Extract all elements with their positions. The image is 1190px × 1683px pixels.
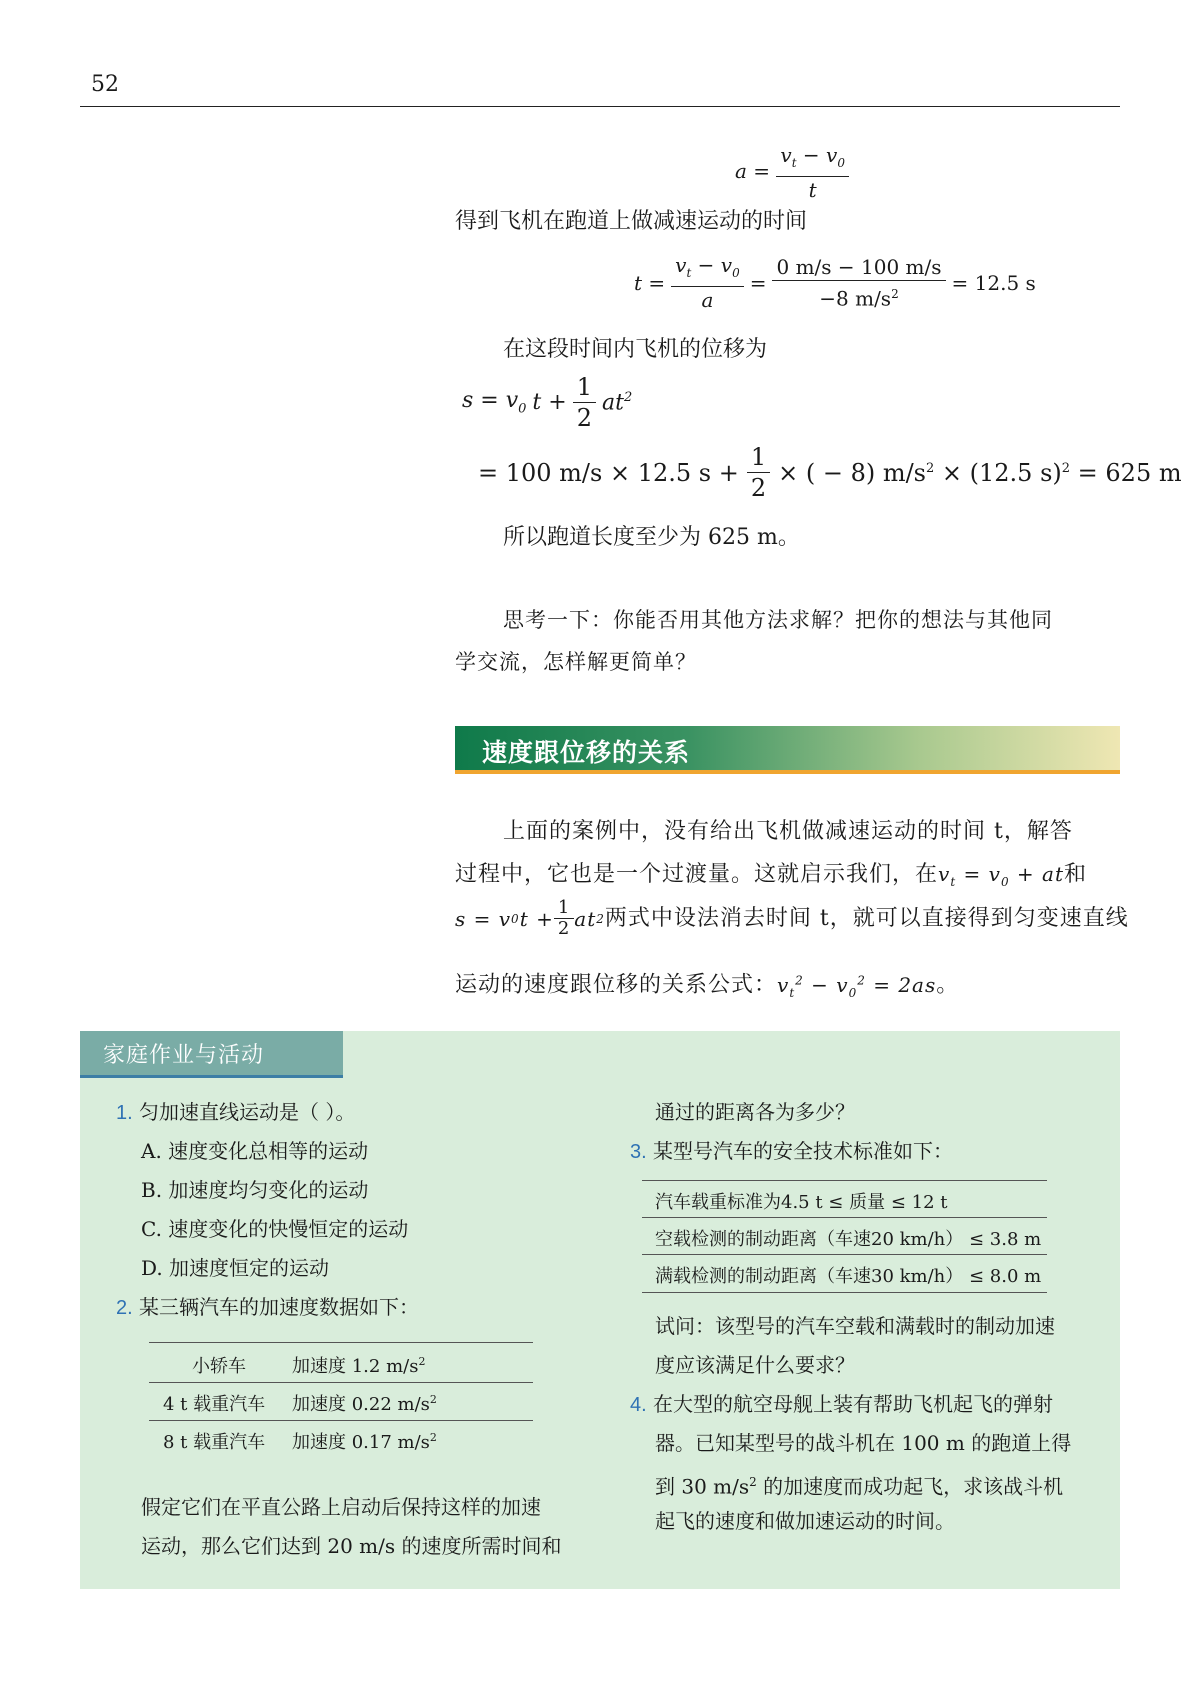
at: at xyxy=(601,390,624,416)
question-text: 某三辆汽车的加速度数据如下： xyxy=(139,1295,420,1319)
formula-result: = 12.5 s xyxy=(951,270,1036,295)
fraction-denominator: t xyxy=(808,178,817,202)
minus-v: − v xyxy=(796,143,838,167)
text-span: 过程中，它也是一个过渡量。这就启示我们，在 xyxy=(455,862,939,887)
var-v: v xyxy=(675,253,687,277)
paragraph-line: 上面的案例中，没有给出飞机做减速运动的时间 t，解答 xyxy=(503,819,1073,844)
result: = 625 m xyxy=(1070,458,1182,487)
table-cell-accel xyxy=(292,1390,437,1416)
sup-2: 2 xyxy=(795,973,804,987)
paragraph-line xyxy=(455,898,1129,939)
sup-2: 2 xyxy=(418,1355,426,1368)
sub-0: 0 xyxy=(837,156,845,170)
question-number: 2. xyxy=(116,1297,133,1319)
minus-v: − v xyxy=(803,972,849,997)
option: D. 加速度恒定的运动 xyxy=(141,1256,330,1280)
text-span: 运动的速度跟位移的关系公式： xyxy=(455,972,778,998)
formula-time xyxy=(634,252,1036,313)
den-value: −8 m/s xyxy=(819,286,892,311)
fraction xyxy=(776,142,849,203)
accel-value: 加速度 0.22 m/s xyxy=(292,1394,430,1415)
table-row: 汽车载重标准为4.5 t ≤ 质量 ≤ 12 t xyxy=(655,1192,948,1213)
fraction-denominator: 2 xyxy=(750,474,767,502)
text-span: 到 30 m/s xyxy=(655,1474,750,1499)
equals-sign: = xyxy=(749,270,767,295)
fraction-denominator: a xyxy=(701,288,714,312)
question-2 xyxy=(116,1288,419,1328)
table-rule xyxy=(149,1420,533,1421)
table-cell-accel xyxy=(292,1352,425,1378)
term-t: t + xyxy=(532,390,567,415)
inline-formula xyxy=(938,862,1065,889)
at: at xyxy=(574,906,597,931)
v: v xyxy=(938,862,951,886)
table-cell-vehicle: 小轿车 xyxy=(192,1356,246,1377)
text-span: 。 xyxy=(936,972,960,998)
inline-formula xyxy=(777,972,937,1000)
formula-lhs: t = xyxy=(634,270,666,295)
sup-2: 2 xyxy=(596,911,605,926)
table-rule xyxy=(642,1217,1047,1218)
option: C. 速度变化的快慢恒定的运动 xyxy=(141,1217,409,1241)
sup-2: 2 xyxy=(623,389,633,405)
text-line: 在这段时间内飞机的位移为 xyxy=(503,337,768,362)
table-cell-accel xyxy=(292,1428,437,1454)
table-rule xyxy=(642,1254,1047,1255)
question-text-line: 通过的距离各为多少？ xyxy=(655,1100,855,1124)
sub-0: 0 xyxy=(848,985,858,1000)
minus-v: − v xyxy=(691,253,733,277)
v: v xyxy=(777,972,790,997)
sub-t: t xyxy=(686,266,692,280)
term-at2 xyxy=(602,390,632,415)
fraction-numerator: 1 xyxy=(573,372,596,403)
fraction-numerator xyxy=(671,252,744,287)
fraction-numerator xyxy=(776,142,849,177)
table-rule xyxy=(149,1382,533,1383)
question-text-line: 运动，那么它们达到 20 m/s 的速度所需时间和 xyxy=(141,1534,562,1558)
accel-value: 加速度 1.2 m/s xyxy=(292,1356,419,1377)
sup-2: 2 xyxy=(857,973,866,987)
option: B. 加速度均匀变化的运动 xyxy=(141,1178,369,1202)
option: A. 速度变化总相等的运动 xyxy=(141,1139,369,1163)
eq-v: = v xyxy=(956,862,1001,886)
fraction-denominator: 2 xyxy=(576,404,592,432)
s-eq-v: s = v xyxy=(455,906,512,931)
table-row: 空载检测的制动距离（车速20 km/h） ≤ 3.8 m xyxy=(655,1229,1042,1250)
table-rule xyxy=(642,1292,1047,1293)
question-text-line: 试问：该型号的汽车空载和满载时的制动加速 xyxy=(655,1314,1055,1338)
term-left: = 100 m/s × 12.5 s + xyxy=(478,458,739,487)
table-cell-vehicle: 4 t 载重汽车 xyxy=(163,1394,266,1415)
question-text-line xyxy=(655,1463,1063,1507)
question-text-line: 器。已知某型号的战斗机在 100 m 的跑道上得 xyxy=(655,1431,1072,1455)
term-right xyxy=(778,459,1182,487)
table-rule xyxy=(642,1180,1047,1181)
fraction-numerator: 1 xyxy=(747,442,770,473)
sub-0: 0 xyxy=(511,911,520,926)
table-rule xyxy=(149,1342,533,1343)
sup-2: 2 xyxy=(926,460,935,476)
header-rule xyxy=(80,106,1120,107)
formula-displacement xyxy=(462,372,632,433)
plus-at: + at xyxy=(1009,862,1065,886)
question-text-line: 度应该满足什么要求？ xyxy=(655,1353,855,1377)
question-text: 某型号汽车的安全技术标准如下： xyxy=(653,1139,954,1163)
question-3 xyxy=(630,1132,953,1172)
question-number: 4. xyxy=(630,1394,647,1416)
sub-t: t xyxy=(791,156,797,170)
question-1 xyxy=(116,1093,355,1133)
question-4 xyxy=(630,1385,1053,1425)
var-v: v xyxy=(780,143,792,167)
paragraph-line xyxy=(455,854,1087,902)
question-number: 3. xyxy=(630,1141,647,1163)
fraction-denominator xyxy=(815,281,902,312)
table-row: 满载检测的制动距离（车速30 km/h） ≤ 8.0 m xyxy=(655,1266,1042,1287)
sub-0: 0 xyxy=(518,401,527,417)
fraction-denominator: 2 xyxy=(557,918,571,939)
formula-lhs xyxy=(462,388,526,416)
text-span: 和 xyxy=(1064,862,1088,887)
sub-t: t xyxy=(789,985,796,1000)
think-question: 思考一下：你能否用其他方法求解？把你的想法与其他同 xyxy=(503,608,1053,632)
time-term: × (12.5 s) xyxy=(934,458,1062,487)
fraction-values xyxy=(772,254,945,312)
fraction-numerator: 0 m/s − 100 m/s xyxy=(772,254,945,281)
table-cell-vehicle: 8 t 载重汽车 xyxy=(163,1432,266,1453)
inline-formula xyxy=(455,898,605,939)
text-line: 所以跑道长度至少为 625 m。 xyxy=(503,525,800,550)
text-line: 得到飞机在跑道上做减速运动的时间 xyxy=(455,209,808,234)
sup-2: 2 xyxy=(749,1475,757,1489)
question-number: 1. xyxy=(116,1102,133,1124)
question-text-line: 起飞的速度和做加速运动的时间。 xyxy=(655,1509,955,1533)
fraction-half xyxy=(747,442,770,503)
formula-displacement-values xyxy=(478,442,1182,503)
section-title: 速度跟位移的关系 xyxy=(482,738,691,767)
fraction xyxy=(671,252,744,313)
sub-t: t xyxy=(950,875,957,889)
sub-0: 0 xyxy=(732,266,740,280)
fraction-numerator: 1 xyxy=(554,898,574,919)
sup-2: 2 xyxy=(429,1393,437,1406)
formula-lhs: a = xyxy=(735,159,771,183)
formula-acceleration xyxy=(735,142,849,203)
accel-term: × ( − 8) m/s xyxy=(778,458,926,487)
fraction-half xyxy=(573,372,596,433)
eq-2as: = 2as xyxy=(865,972,937,997)
paragraph-line xyxy=(455,960,959,1013)
question-text-line: 假定它们在平直公路上启动后保持这样的加速 xyxy=(141,1495,541,1519)
text-span: 两式中设法消去时间 t，就可以直接得到匀变速直线 xyxy=(604,905,1129,931)
text-span: 的加速度而成功起飞，求该战斗机 xyxy=(756,1474,1064,1499)
question-text: 在大型的航空母舰上装有帮助飞机起飞的弹射 xyxy=(653,1392,1054,1416)
sup-2: 2 xyxy=(1061,460,1071,476)
page-number: 52 xyxy=(91,72,119,97)
t-plus: t + xyxy=(519,906,554,931)
sup-2: 2 xyxy=(429,1431,437,1444)
think-question: 学交流，怎样解更简单？ xyxy=(455,650,697,674)
accel-value: 加速度 0.17 m/s xyxy=(292,1432,430,1453)
question-text: 匀加速直线运动是（ ）。 xyxy=(139,1100,356,1124)
sup-2: 2 xyxy=(891,286,899,301)
homework-title: 家庭作业与活动 xyxy=(103,1043,265,1068)
fraction-half xyxy=(554,898,574,939)
s-eq-v: s = v xyxy=(462,388,519,414)
sub-0: 0 xyxy=(1000,875,1010,889)
